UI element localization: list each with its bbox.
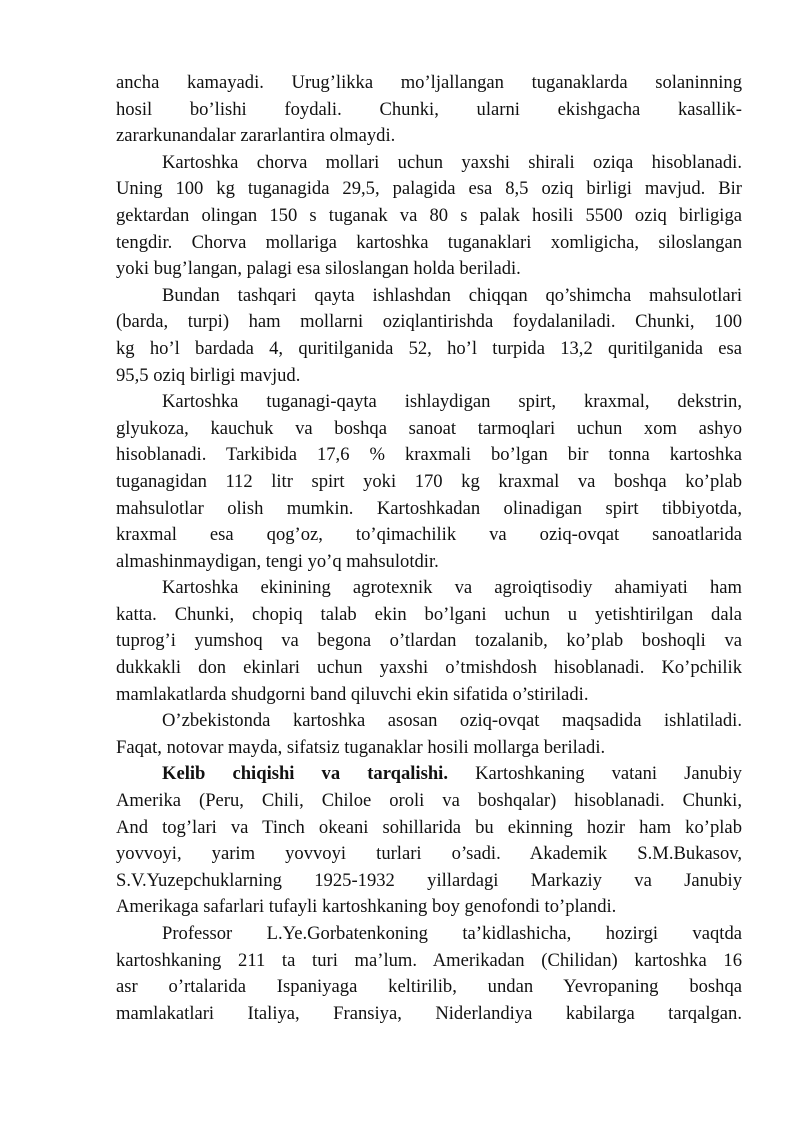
text-line: mahsulotlar olish mumkin. Kartoshkadan olinadigan spirt tibbiyotda,: [116, 497, 742, 519]
text-line: asr o’rtalarida Ispaniyaga keltirilib, undan Yevropaning boshqa: [116, 976, 742, 998]
text-line: 95,5 oziq birligi mavjud.: [116, 364, 301, 386]
text-line: Professor L.Ye.Gorbatenkoning ta’kidlashicha, hozirgi vaqtda: [162, 923, 742, 944]
text-line: katta. Chunki, chopiq talab ekin bo’lgani uchun u yetishtirilgan dala: [116, 603, 742, 625]
text-line: mamlakatlarda shudgorni band qiluvchi ekin sifatida o’stiriladi.: [116, 683, 589, 705]
text-line: tengdir. Chorva mollariga kartoshka tuganaklari xomligicha, siloslangan: [116, 231, 742, 253]
text-line: ancha kamayadi. Urug’likka mo’ljallangan tuganaklarda solaninning: [116, 72, 742, 93]
paragraph: [116, 921, 742, 1027]
text-line: hosil bo’lishi foydali. Chunki, ularni ekishgacha kasallik-: [116, 98, 742, 120]
document-page: [116, 70, 742, 1027]
text-line: yoki bug’langan, palagi esa siloslangan holda beriladi.: [116, 258, 521, 280]
text-line: glyukoza, kauchuk va boshqa sanoat tarmoqlari uchun xom ashyo: [116, 417, 742, 439]
text-line: Uning 100 kg tuganagida 29,5, palagida esa 8,5 oziq birligi mavjud. Bir: [116, 178, 742, 200]
text-line: Kartoshka chorva mollari uchun yaxshi shirali oziqa hisoblanadi.: [162, 151, 742, 173]
section-heading: Kelib chiqishi va tarqalishi.: [162, 763, 448, 785]
heading-line-text: Kartoshkaning vatani Janubiy: [448, 763, 742, 785]
text-line: yovvoyi, yarim yovvoyi turlari o’sadi. Akademik S.M.Bukasov,: [116, 843, 742, 865]
text-line: S.V.Yuzepchuklarning 1925-1932 yillardagi Markaziy va Janubiy: [116, 869, 742, 891]
text-line: tuprog’i yumshoq va begona o’tlardan tozalanib, ko’plab boshoqli va: [116, 630, 742, 652]
text-line: Kartoshka tuganagi-qayta ishlaydigan spirt, kraxmal, dekstrin,: [162, 391, 742, 413]
paragraph: [116, 70, 742, 150]
text-line: dukkakli don ekinlari uchun yaxshi o’tmishdosh hisoblanadi. Ko’pchilik: [116, 657, 742, 679]
paragraph: [116, 708, 742, 761]
text-line: mamlakatlari Italiya, Fransiya, Niderlandiya kabilarga tarqalgan.: [116, 1002, 742, 1024]
text-line: kartoshkaning 211 ta turi ma’lum. Amerikadan (Chilidan) kartoshka 16: [116, 949, 742, 971]
text-line: Bundan tashqari qayta ishlashdan chiqqan qo’shimcha mahsulotlari: [162, 284, 742, 306]
text-line: hisoblanadi. Tarkibida 17,6 % kraxmali bo’lgan bir tonna kartoshka: [116, 444, 742, 466]
paragraph: [116, 575, 742, 708]
text-line: Amerika (Peru, Chili, Chiloe oroli va boshqalar) hisoblanadi. Chunki,: [116, 790, 742, 812]
text-line: kraxmal esa qog’oz, to’qimachilik va oziq-ovqat sanoatlarida: [116, 524, 742, 546]
text-line: Amerikaga safarlari tufayli kartoshkaning boy genofondi to’plandi.: [116, 896, 617, 918]
text-line: (barda, turpi) ham mollarni oziqlantirishda foydalaniladi. Chunki, 100: [116, 311, 742, 333]
text-line: Kartoshka ekinining agrotexnik va agroiqtisodiy ahamiyati ham: [162, 577, 742, 599]
text-line: And tog’lari va Tinch okeani sohillarida bu ekinning hozir ham ko’plab: [116, 816, 742, 838]
text-line: O’zbekistonda kartoshka asosan oziq-ovqat maqsadida ishlatiladi.: [162, 710, 742, 732]
text-line: kg ho’l bardada 4, quritilganida 52, ho’l turpida 13,2 quritilganida esa: [116, 337, 742, 359]
paragraph: [116, 283, 742, 389]
text-line: [116, 761, 742, 788]
origin-section: [116, 761, 742, 921]
paragraph: [116, 389, 742, 575]
text-line: gektardan olingan 150 s tuganak va 80 s palak hosili 5500 oziq birligiga: [116, 204, 742, 226]
text-line: tuganagidan 112 litr spirt yoki 170 kg kraxmal va boshqa ko’plab: [116, 470, 742, 492]
text-line: Faqat, notovar mayda, sifatsiz tuganaklar hosili mollarga beriladi.: [116, 736, 606, 758]
text-line: almashinmaydigan, tengi yo’q mahsulotdir.: [116, 550, 439, 572]
paragraph: [116, 150, 742, 283]
text-line: zararkunandalar zararlantira olmaydi.: [116, 125, 396, 147]
